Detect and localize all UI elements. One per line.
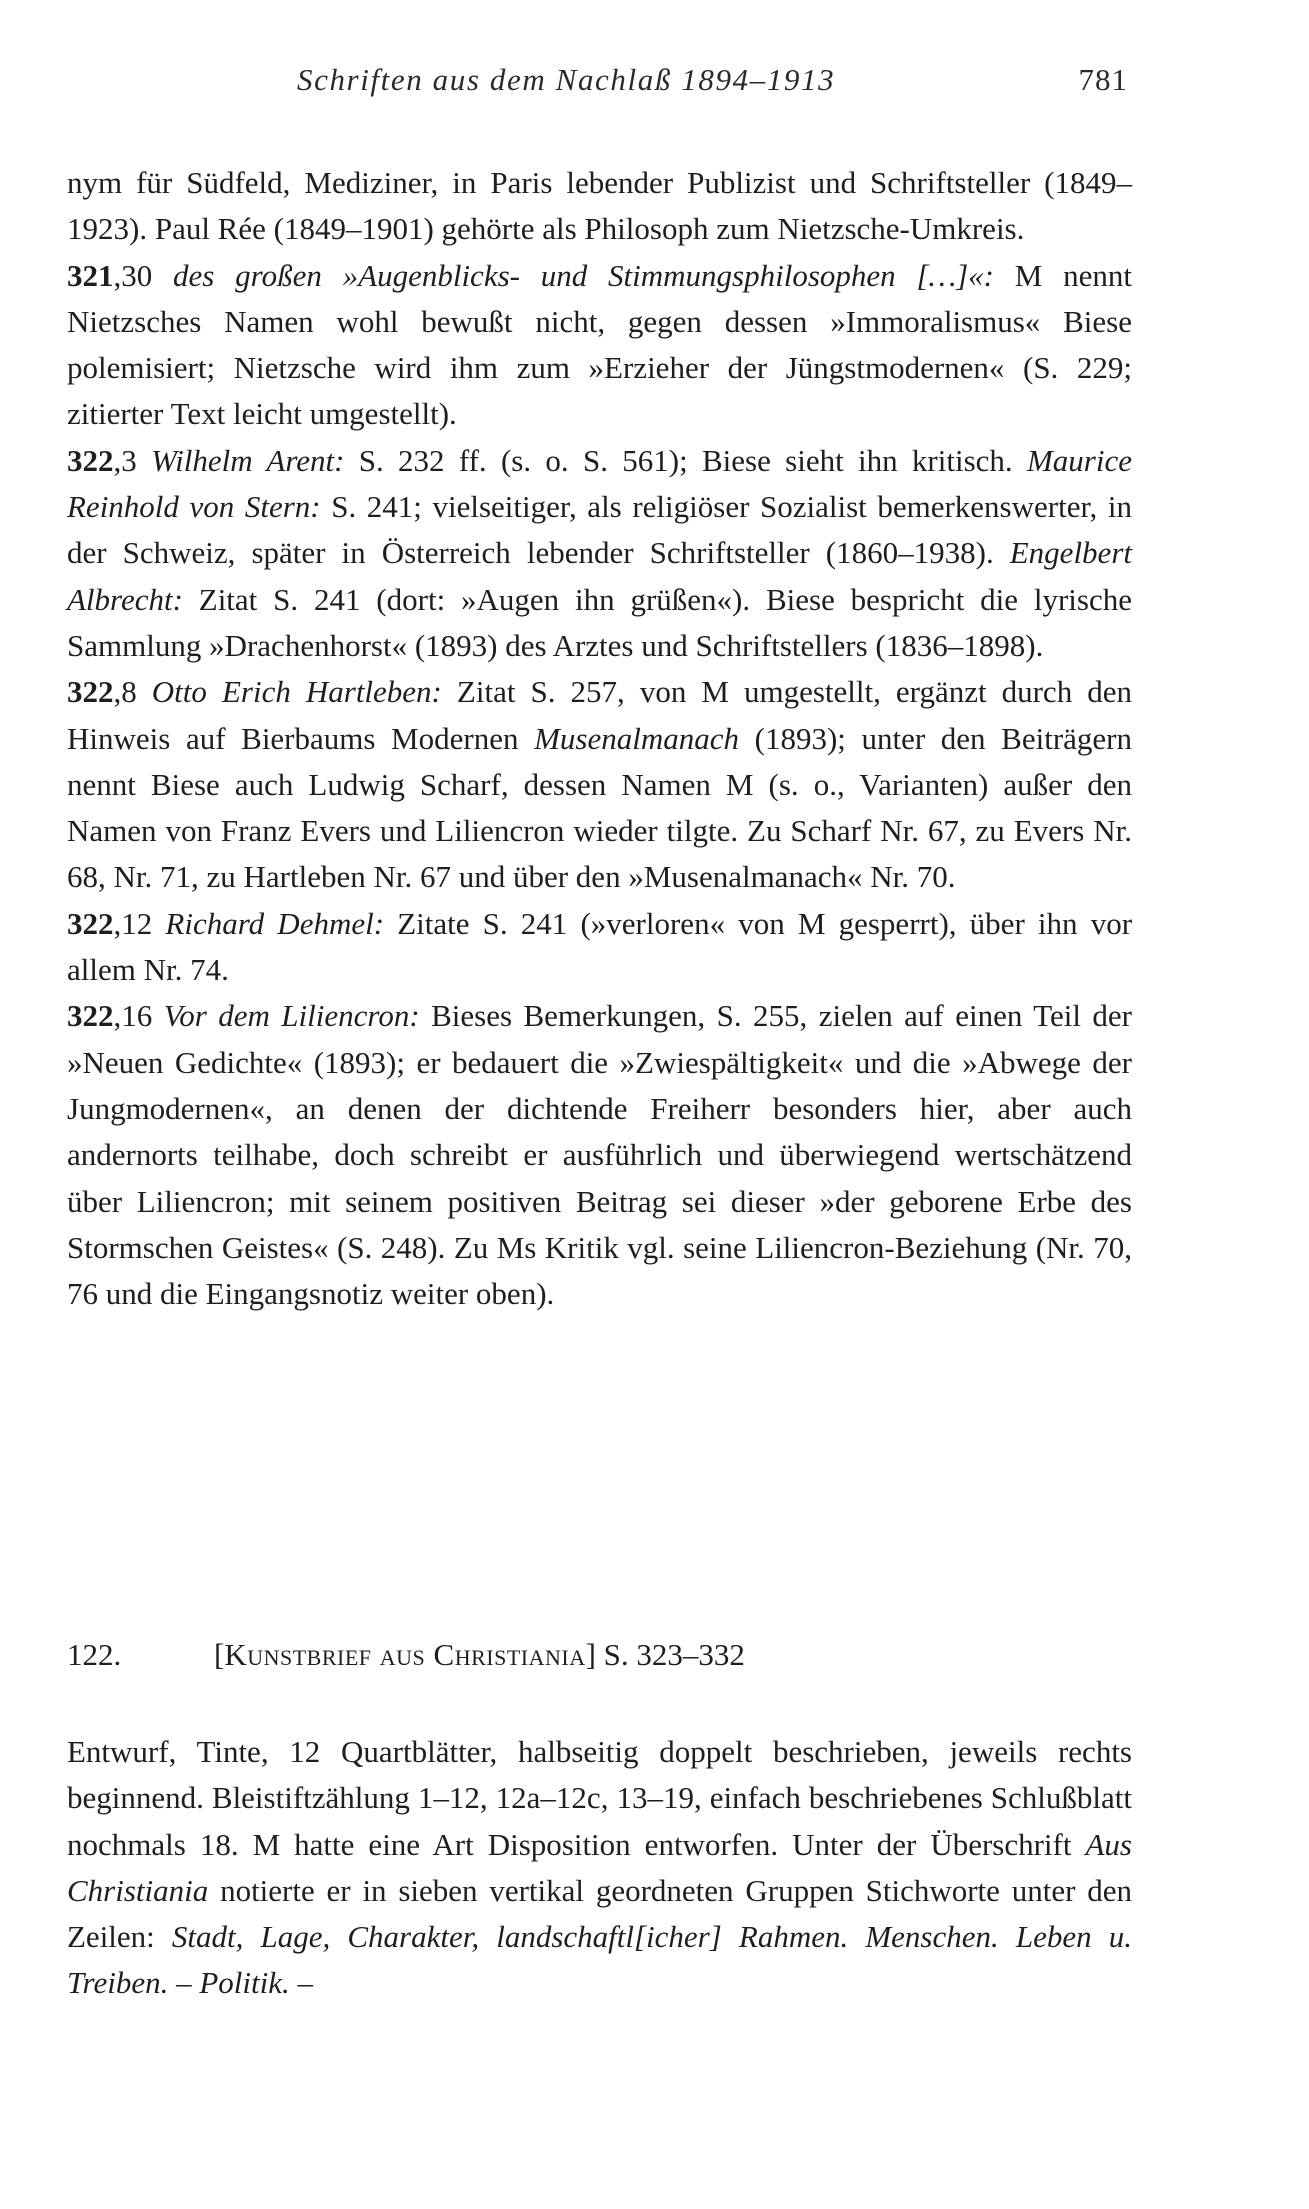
note-321-30 — [67, 253, 1132, 438]
section-title: Kunstbrief aus Christiania — [224, 1637, 586, 1672]
note-ref-page: 322 — [67, 442, 114, 478]
note-text: Zitat S. 257, von M umgestellt, ergänzt durch den Hinweis auf Bierbaums Modernen — [67, 674, 1132, 756]
note-ref-line: ,12 — [113, 905, 153, 941]
note-text: M nennt Nietzsches Namen wohl bewußt nicht, gegen dessen »Immoralismus« Biese polemisiert; Nietzsche wird ihm zum »Erzieher der Jüngstmodernen« (S. 229; zitierter Text leicht umgestellt). — [67, 257, 1133, 432]
description-text-1: Entwurf, Tinte, 12 Quartblätter, halbseitig doppelt beschrieben, jeweils rechts beginnend. Bleistiftzählung 1–12, 12a–12c, 13–19, einfach beschriebenes Schlußblatt nochmals 18. M hatte eine Art Disposition entworfen. Unter der Überschrift — [67, 1734, 1132, 1862]
note-ref-page: 321 — [67, 257, 114, 293]
commentary-block — [67, 160, 1132, 1317]
note-ref-page: 322 — [67, 905, 114, 941]
note-ref-line: ,3 — [113, 442, 137, 478]
note-lemma: Otto Erich Hartleben: — [151, 674, 442, 710]
note-ref-line: ,16 — [113, 998, 153, 1034]
note-lemma: Wilhelm Arent: — [151, 442, 345, 478]
note-322-12 — [67, 901, 1132, 994]
page-number: 781 — [1078, 62, 1128, 97]
section-pages: S. 323–332 — [595, 1637, 745, 1672]
section-number: 122. — [67, 1637, 122, 1672]
close-bracket: ] — [585, 1637, 596, 1672]
description-paragraph — [67, 1729, 1132, 2007]
running-head — [67, 62, 1132, 112]
note-lemma: Vor dem Liliencron: — [163, 998, 420, 1034]
section-description — [67, 1729, 1132, 2007]
description-text-2: notierte er in sieben vertikal geordneten Gruppen Stichworte unter den Zeilen: — [67, 1872, 1132, 1955]
note-text-3: Zitat S. 241 (dort: »Augen ihn grüßen«). Biese bespricht die lyrische Sammlung »Drachenhorst« (1893) des Arztes und Schriftstellers (1836–1898). — [67, 581, 1132, 663]
note-ref-page: 322 — [67, 674, 114, 710]
note-text-2: S. 241; vielseitiger, als religiöser Sozialist bemerkenswerter, in der Schweiz, später in Österreich lebender Schriftsteller (1860–1938). — [67, 489, 1132, 571]
note-322-16 — [67, 993, 1132, 1317]
open-bracket: [ — [214, 1637, 225, 1672]
note-text: Zitate S. 241 (»verloren« von M gesperrt), über ihn vor allem Nr. 74. — [67, 905, 1133, 988]
note-lemma-2: Musenalmanach — [534, 720, 739, 756]
note-ref-page: 322 — [67, 998, 114, 1034]
description-italic-2: Stadt, Lage, Charakter, landschaftl[icher] Rahmen. Menschen. Leben u. Treiben. – Politik. – — [67, 1919, 1132, 2001]
note-text: S. 232 ff. (s. o. S. 561); Biese sieht ihn kritisch. — [344, 442, 1027, 478]
running-title: Schriften aus dem Nachlaß 1894–1913 — [297, 62, 836, 97]
section-heading — [67, 1637, 1132, 1673]
note-ref-line: ,30 — [113, 257, 153, 293]
description-italic-1: Aus Christiania — [67, 1826, 1132, 1908]
note-lemma: des großen »Augenblicks- und Stimmungsphilosophen […]«: — [173, 257, 994, 293]
note-text: Bieses Bemerkungen, S. 255, zielen auf einen Teil der »Neuen Gedichte« (1893); er bedauert die »Zwiespältigkeit« und die »Abwege der Jungmodernen«, an denen der dichtende Freiherr besonders hier, aber auch andernorts teilhabe, doch schreibt er ausführlich und überwiegend wertschätzend über Liliencron; mit seinem positiven Beitrag sei dieser »der geborene Erbe des Stormschen Geistes« (S. 248). Zu Ms Kritik vgl. seine Liliencron-Beziehung (Nr. 70, 76 und die Eingangsnotiz weiter oben). — [67, 998, 1133, 1312]
note-322-8 — [67, 669, 1132, 900]
note-322-3 — [67, 438, 1132, 669]
note-text-2: (1893); unter den Beiträgern nennt Biese auch Ludwig Scharf, dessen Namen M (s. o., Varianten) außer den Namen von Franz Evers und Liliencron wieder tilgte. Zu Scharf Nr. 67, zu Evers Nr. 68, Nr. 71, zu Hartleben Nr. 67 und über den »Musenalmanach« Nr. 70. — [67, 720, 1133, 895]
note-lemma-2: Maurice Reinhold von Stern: — [67, 442, 1132, 525]
note-lemma: Richard Dehmel: — [165, 905, 385, 941]
note-ref-line: ,8 — [113, 674, 137, 710]
note-lemma-3: Engelbert Albrecht: — [67, 535, 1132, 617]
intro-paragraph: nym für Südfeld, Mediziner, in Paris lebender Publizist und Schriftsteller (1849–1923). Paul Rée (1849–1901) gehörte als Philosoph zum Nietzsche-Umkreis. — [67, 165, 1132, 247]
